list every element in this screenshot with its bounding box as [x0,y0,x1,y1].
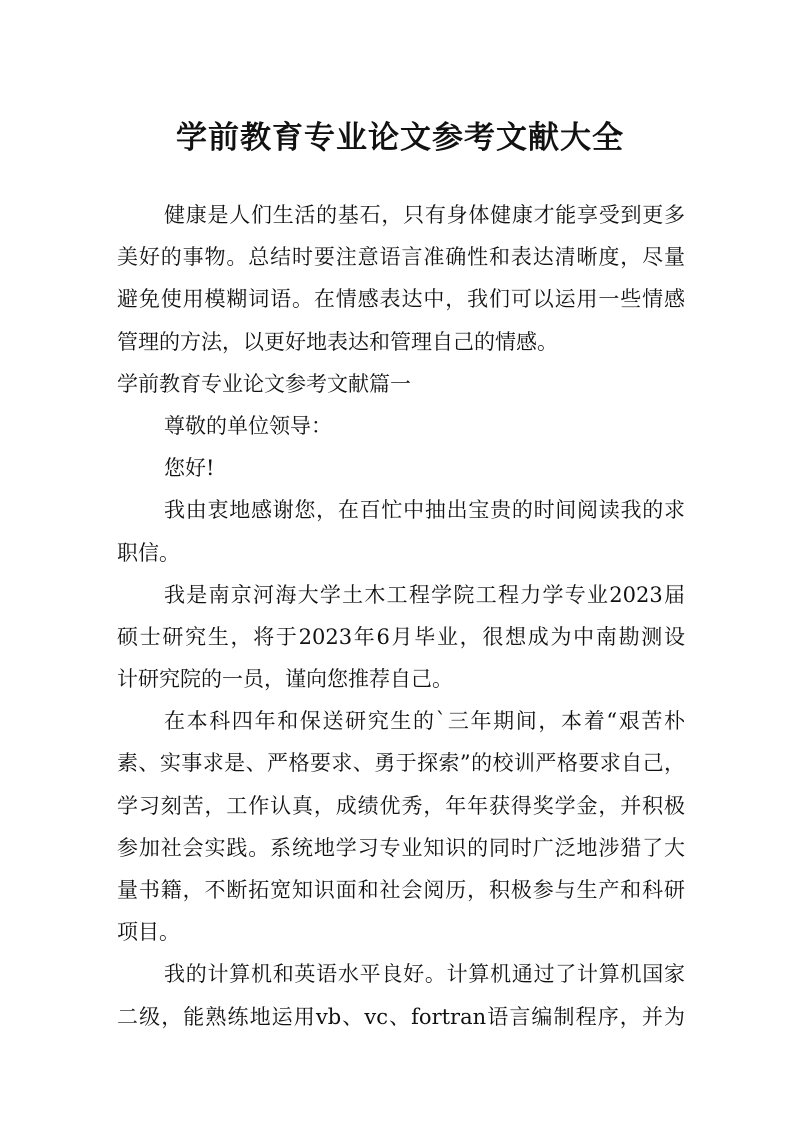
text-line: 在本科四年和保送研究生的`三年期间，本着“艰苦朴 [164,709,685,734]
text-line: 美好的事物。总结时要注意语言准确性和表达清晰度，尽量 [117,245,685,270]
text-line: 我的计算机和英语水平良好。计算机通过了计算机国家 [164,962,685,987]
text-line: 避免使用模糊词语。在情感表达中，我们可以运用一些情感 [117,287,685,312]
text-line: 学前教育专业论文参考文献篇一 [117,371,411,396]
text-line: 参加社会实践。系统地学习专业知识的同时广泛地涉猎了大 [117,835,685,860]
text-line: 我是南京河海大学土木工程学院工程力学专业2023届 [164,582,685,607]
text-line: 素、实事求是、严格要求、勇于探索”的校训严格要求自己， [117,751,685,776]
text-line: 硕士研究生，将于2023年6月毕业，很想成为中南勘测设 [117,624,685,649]
text-line: 项目。 [117,920,180,945]
text-line: 我由衷地感谢您，在百忙中抽出宝贵的时间阅读我的求 [164,498,685,523]
text-line: 计研究院的一员，谨向您推荐自己。 [117,667,453,692]
text-line: 量书籍，不断拓宽知识面和社会阅历，积极参与生产和科研 [117,878,685,902]
text-line: 二级，能熟练地运用vb、vc、fortran语言编制程序，并为 [117,1004,685,1029]
text-line: 健康是人们生活的基石，只有身体健康才能享受到更多 [164,203,685,227]
document-body [117,194,685,1038]
text-line: 学习刻苦，工作认真，成绩优秀，年年获得奖学金，并积极 [117,793,685,818]
text-line: 您好! [164,456,215,481]
text-line: 尊敬的单位领导： [164,413,332,438]
text-line: 职信。 [117,540,180,565]
document-title: 学前教育专业论文参考文献大全 [176,120,624,156]
text-line: 管理的方法，以更好地表达和管理自己的情感。 [117,329,558,354]
